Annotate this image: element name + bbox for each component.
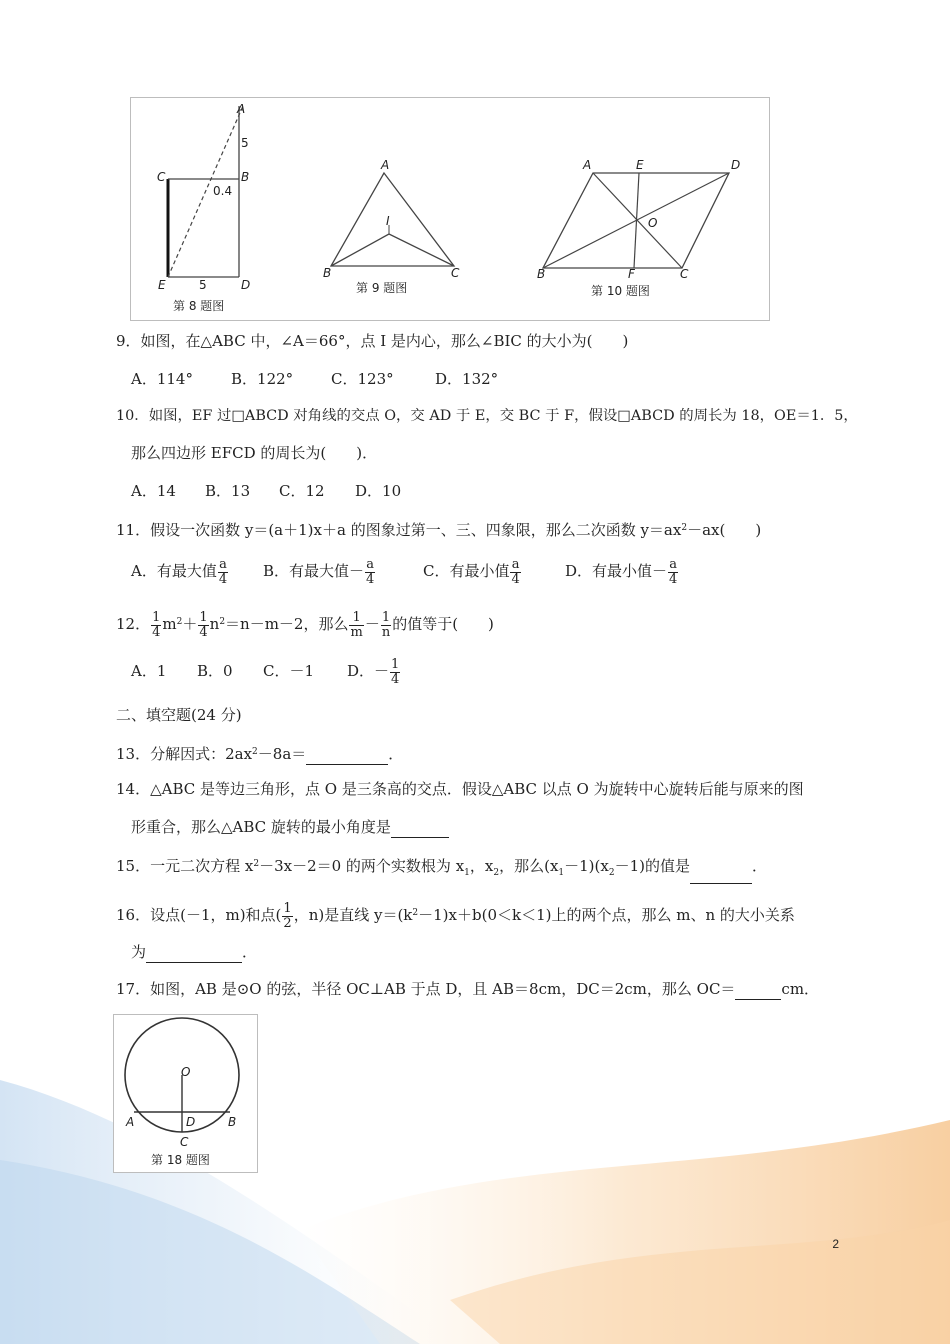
question-11-options [131,552,679,590]
q14-answer-blank[interactable] [391,823,449,838]
fig8-label-5-ed: 5 [199,278,207,292]
page-number: 2 [832,1237,839,1251]
q9-option-a: A．114° [131,370,193,388]
q10-option-c: C．12 [279,482,325,500]
question-12-options [131,652,401,690]
question-10-line1: 10．如图，EF 过□ABCD 对角线的交点 O，交 AD 于 E，交 BC 于 F，假设□ABCD 的周长为 18，OE＝1．5， [116,408,858,424]
question-10-options [131,480,401,502]
fig18-label-A: A [126,1115,135,1129]
fig8-label-0.4: 0.4 [213,184,233,198]
q11-text: 11．假设一次函数 y＝(a＋1)x＋a 的图象过第一、三、四象限，那么二次函数 y＝ax [116,521,682,539]
q12-option-b: B．0 [197,662,233,680]
fig8-label-D: D [241,278,251,292]
question-13: 13．分解因式：$2ax^2-8a=$ ． [116,745,404,763]
fig8-label-B: B [241,170,250,184]
figure-8-diagram [131,98,769,320]
question-10-line2: 那么四边形 EFCD 的周长为( )． [131,444,378,462]
q15-answer-blank[interactable] [690,869,752,884]
question-16: 16．设点(－1，m)和点( $\frac{1}{2}$ ，n)是直线 $y=(k^2-1)x+b(0<k<1)$上的两个点，那么 m、n 的大小关系 [116,900,795,931]
figures-8-9-10-panel [130,97,770,321]
fig18-caption: 第 18 题图 [151,1153,210,1167]
figure-18-panel [113,1014,258,1173]
fig9-label-A: A [381,158,390,172]
fig10-label-E: E [636,158,644,172]
q13-answer-blank[interactable] [306,750,388,765]
fig10-label-F: F [628,267,635,281]
q12-option-c: C．－1 [263,662,315,680]
fig10-label-O: O [648,216,658,230]
fig18-label-C: C [180,1135,189,1149]
q17-answer-blank[interactable] [735,985,781,1000]
fig8-label-C: C [157,170,166,184]
question-15: 15．一元二次方程 $x^2-3x-2=0$ 的两个实数根为 $x_1$，$x_2$，那么$(x_1-1)(x_2-1)$的值是 ． [116,853,767,884]
fig10-label-A: A [583,158,592,172]
fig10-label-D: D [731,158,741,172]
fig18-label-D: D [186,1115,196,1129]
q11-option-c: C．有最小值 $\frac{a}{4}$ [423,556,520,587]
q11-option-d: D．有最小值－ $\frac{a}{4}$ [565,556,678,587]
question-17: 17．如图，AB 是⊙O 的弦，半径 OC⊥AB 于点 D，且 AB＝8cm，DC＝2cm，那么 OC＝ cm． [116,980,820,998]
q9-option-d: D．132° [435,370,499,388]
section-2-heading: 二、填空题(24 分) [116,706,242,724]
q16-answer-blank[interactable] [146,948,242,963]
fig10-label-B: B [537,267,546,281]
q10-option-d: D．10 [355,482,402,500]
question-9: 9．如图，在△ABC 中，∠A＝66°，点 I 是内心，那么∠BIC 的大小为( ) [116,332,629,350]
q10-option-b: B．13 [205,482,251,500]
fig9-label-C: C [451,266,460,280]
question-16-line2: 为 ． [131,943,258,961]
fig9-caption: 第 9 题图 [356,281,408,295]
fig18-label-O: O [181,1065,191,1079]
question-12: 12． $\frac{1}{4}$ $m^2+$ $\frac{1}{4}$ $n^2=n-m-2$，那么 $\frac{1}{m}$ － $\frac{1}{n}$ 的值等于( ) [116,609,494,640]
fig10-label-C: C [680,267,689,281]
fig8-label-E: E [158,278,166,292]
q12-option-d: D．－ $\frac{1}{4}$ [347,656,400,687]
fig9-label-B: B [323,266,332,280]
q10-option-a: A．14 [131,482,176,500]
fig8-caption: 第 8 题图 [173,299,225,313]
question-14-line1: 14．△ABC 是等边三角形，点 O 是三条高的交点．假设△ABC 以点 O 为旋转中心旋转后能与原来的图 [116,780,804,798]
fig8-label-5-ab: 5 [241,136,249,150]
fig10-caption: 第 10 题图 [591,284,650,298]
q11-option-a: A．有最大值 $\frac{a}{4}$ [131,556,228,587]
question-9-options [131,368,498,390]
question-14-line2: 形重合，那么△ABC 旋转的最小角度是 [131,816,449,838]
fig18-label-B: B [228,1115,237,1129]
q11-text-end: －ax( ) [687,521,762,539]
q12-option-a: A．1 [131,662,167,680]
q11-option-b: B．有最大值－ $\frac{a}{4}$ [263,556,375,587]
question-11 [116,517,761,541]
q9-option-b: B．122° [231,370,294,388]
fig9-label-I: I [386,214,390,228]
fig8-label-A: A [237,102,246,116]
q11-sup: 2 [681,523,688,533]
q9-option-c: C．123° [331,370,394,388]
